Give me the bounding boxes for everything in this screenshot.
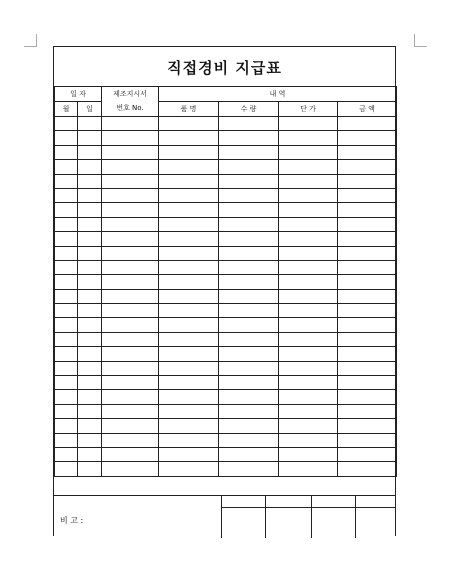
amount-cell[interactable] <box>338 160 397 174</box>
unit-price-cell[interactable] <box>279 203 338 217</box>
expense-form-sheet <box>53 46 396 536</box>
day-header: 일 <box>78 102 102 117</box>
table-row <box>55 131 397 145</box>
day-cell[interactable] <box>78 289 102 303</box>
unit-price-cell[interactable] <box>279 217 338 231</box>
amount-cell[interactable] <box>338 447 397 461</box>
table-row <box>55 390 397 404</box>
month-cell[interactable] <box>55 131 78 145</box>
day-cell[interactable] <box>78 203 102 217</box>
amount-cell[interactable] <box>338 318 397 332</box>
unit-price-cell[interactable] <box>279 131 338 145</box>
header-row-1 <box>55 87 397 102</box>
amount-cell[interactable] <box>338 174 397 188</box>
quantity-cell[interactable] <box>219 275 279 289</box>
unit-price-cell[interactable] <box>279 462 338 476</box>
order-number-cell[interactable] <box>102 376 159 390</box>
item-name-cell[interactable] <box>159 203 219 217</box>
order-number-cell[interactable] <box>102 174 159 188</box>
quantity-cell[interactable] <box>219 160 279 174</box>
form-title: 직접경비 지급표 <box>167 59 282 77</box>
month-cell[interactable] <box>55 160 78 174</box>
day-cell[interactable] <box>78 318 102 332</box>
month-cell[interactable] <box>55 260 78 274</box>
item-name-cell[interactable] <box>159 246 219 260</box>
unit-price-cell[interactable] <box>279 289 338 303</box>
unit-price-cell[interactable] <box>279 275 338 289</box>
item-name-cell[interactable] <box>159 174 219 188</box>
item-name-cell[interactable] <box>159 260 219 274</box>
item-name-cell[interactable] <box>159 145 219 159</box>
item-name-cell[interactable] <box>159 188 219 202</box>
month-cell[interactable] <box>55 246 78 260</box>
quantity-cell[interactable] <box>219 304 279 318</box>
order-number-cell[interactable] <box>102 188 159 202</box>
order-number-cell[interactable] <box>102 404 159 418</box>
remarks-label: 비 고 : <box>60 516 84 525</box>
order-number-cell[interactable] <box>102 361 159 375</box>
signature-divider <box>311 496 312 538</box>
amount-cell[interactable] <box>338 131 397 145</box>
table-row <box>55 232 397 246</box>
month-cell[interactable] <box>55 188 78 202</box>
table-row <box>55 361 397 375</box>
order-number-cell[interactable] <box>102 275 159 289</box>
item-name-cell[interactable] <box>159 462 219 476</box>
order-number-cell[interactable] <box>102 203 159 217</box>
unit-price-cell[interactable] <box>279 404 338 418</box>
amount-cell[interactable] <box>338 217 397 231</box>
quantity-cell[interactable] <box>219 260 279 274</box>
detail-group-header: 내 역 <box>159 87 397 102</box>
order-number-cell[interactable] <box>102 131 159 145</box>
table-row <box>55 447 397 461</box>
order-number-cell[interactable] <box>102 145 159 159</box>
signature-boxes <box>221 496 396 538</box>
table-row <box>55 289 397 303</box>
amount-cell[interactable] <box>338 332 397 346</box>
day-cell[interactable] <box>78 304 102 318</box>
table-row <box>55 275 397 289</box>
unit-price-cell[interactable] <box>279 390 338 404</box>
day-cell[interactable] <box>78 332 102 346</box>
quantity-cell[interactable] <box>219 361 279 375</box>
table-row <box>55 117 397 131</box>
amount-cell[interactable] <box>338 304 397 318</box>
item-name-cell[interactable] <box>159 232 219 246</box>
signature-divider <box>355 496 356 538</box>
order-number-cell[interactable] <box>102 332 159 346</box>
month-cell[interactable] <box>55 275 78 289</box>
month-cell[interactable] <box>55 318 78 332</box>
order-number-cell[interactable] <box>102 304 159 318</box>
unit-price-cell[interactable] <box>279 361 338 375</box>
month-cell[interactable] <box>55 347 78 361</box>
header-row-2 <box>55 102 397 117</box>
order-number-header-top: 제조지시서 <box>102 87 159 102</box>
month-cell[interactable] <box>55 304 78 318</box>
quantity-cell[interactable] <box>219 174 279 188</box>
order-number-cell[interactable] <box>102 462 159 476</box>
quantity-cell[interactable] <box>219 332 279 346</box>
item-name-cell[interactable] <box>159 275 219 289</box>
item-name-cell[interactable] <box>159 318 219 332</box>
table-row <box>55 332 397 346</box>
unit-price-cell[interactable] <box>279 447 338 461</box>
table-row <box>55 433 397 447</box>
quantity-cell[interactable] <box>219 232 279 246</box>
order-number-cell[interactable] <box>102 217 159 231</box>
table-row <box>55 404 397 418</box>
order-number-cell[interactable] <box>102 433 159 447</box>
date-group-header: 일 자 <box>55 87 102 102</box>
table-row <box>55 462 397 476</box>
day-cell[interactable] <box>78 217 102 231</box>
order-number-cell[interactable] <box>102 160 159 174</box>
day-cell[interactable] <box>78 361 102 375</box>
quantity-cell[interactable] <box>219 462 279 476</box>
item-name-cell[interactable] <box>159 376 219 390</box>
day-cell[interactable] <box>78 188 102 202</box>
unit-price-cell[interactable] <box>279 304 338 318</box>
expense-table <box>54 86 397 477</box>
month-cell[interactable] <box>55 232 78 246</box>
quantity-cell[interactable] <box>219 376 279 390</box>
quantity-cell[interactable] <box>219 347 279 361</box>
table-row <box>55 160 397 174</box>
quantity-cell[interactable] <box>219 145 279 159</box>
order-number-header-bottom: 번호 No. <box>102 102 159 117</box>
item-name-cell[interactable] <box>159 390 219 404</box>
quantity-cell[interactable] <box>219 217 279 231</box>
table-row <box>55 318 397 332</box>
order-number-cell[interactable] <box>102 419 159 433</box>
month-header: 월 <box>55 102 78 117</box>
amount-cell[interactable] <box>338 347 397 361</box>
unit-price-cell[interactable] <box>279 188 338 202</box>
month-cell[interactable] <box>55 376 78 390</box>
item-name-cell[interactable] <box>159 117 219 131</box>
quantity-header: 수 량 <box>219 102 279 117</box>
order-number-cell[interactable] <box>102 117 159 131</box>
quantity-cell[interactable] <box>219 390 279 404</box>
quantity-cell[interactable] <box>219 117 279 131</box>
unit-price-cell[interactable] <box>279 433 338 447</box>
month-cell[interactable] <box>55 145 78 159</box>
amount-cell[interactable] <box>338 289 397 303</box>
order-number-cell[interactable] <box>102 447 159 461</box>
day-cell[interactable] <box>78 433 102 447</box>
unit-price-cell[interactable] <box>279 246 338 260</box>
amount-cell[interactable] <box>338 462 397 476</box>
day-cell[interactable] <box>78 390 102 404</box>
table-row <box>55 304 397 318</box>
table-row <box>55 260 397 274</box>
amount-cell[interactable] <box>338 390 397 404</box>
crop-mark-top-right <box>414 34 427 47</box>
item-name-cell[interactable] <box>159 433 219 447</box>
quantity-cell[interactable] <box>219 203 279 217</box>
unit-price-cell[interactable] <box>279 117 338 131</box>
amount-cell[interactable] <box>338 117 397 131</box>
order-number-cell[interactable] <box>102 289 159 303</box>
order-number-cell[interactable] <box>102 390 159 404</box>
quantity-cell[interactable] <box>219 131 279 145</box>
table-row <box>55 376 397 390</box>
day-cell[interactable] <box>78 160 102 174</box>
amount-cell[interactable] <box>338 232 397 246</box>
month-cell[interactable] <box>55 433 78 447</box>
table-row <box>55 419 397 433</box>
item-name-cell[interactable] <box>159 304 219 318</box>
item-name-cell[interactable] <box>159 289 219 303</box>
day-cell[interactable] <box>78 145 102 159</box>
amount-cell[interactable] <box>338 376 397 390</box>
month-cell[interactable] <box>55 289 78 303</box>
item-name-cell[interactable] <box>159 447 219 461</box>
month-cell[interactable] <box>55 462 78 476</box>
day-cell[interactable] <box>78 117 102 131</box>
item-name-cell[interactable] <box>159 347 219 361</box>
item-name-cell[interactable] <box>159 361 219 375</box>
table-row <box>55 203 397 217</box>
quantity-cell[interactable] <box>219 404 279 418</box>
amount-cell[interactable] <box>338 433 397 447</box>
table-row <box>55 347 397 361</box>
order-number-cell[interactable] <box>102 260 159 274</box>
item-name-cell[interactable] <box>159 160 219 174</box>
table-row <box>55 145 397 159</box>
month-cell[interactable] <box>55 217 78 231</box>
unit-price-cell[interactable] <box>279 145 338 159</box>
quantity-cell[interactable] <box>219 289 279 303</box>
unit-price-cell[interactable] <box>279 332 338 346</box>
item-name-cell[interactable] <box>159 332 219 346</box>
amount-cell[interactable] <box>338 404 397 418</box>
day-cell[interactable] <box>78 347 102 361</box>
month-cell[interactable] <box>55 117 78 131</box>
day-cell[interactable] <box>78 419 102 433</box>
month-cell[interactable] <box>55 174 78 188</box>
amount-cell[interactable] <box>338 260 397 274</box>
table-row <box>55 174 397 188</box>
amount-header: 금 액 <box>338 102 397 117</box>
day-cell[interactable] <box>78 376 102 390</box>
quantity-cell[interactable] <box>219 447 279 461</box>
unit-price-cell[interactable] <box>279 318 338 332</box>
month-cell[interactable] <box>55 419 78 433</box>
signature-divider <box>265 496 266 538</box>
table-row <box>55 246 397 260</box>
unit-price-cell[interactable] <box>279 260 338 274</box>
quantity-cell[interactable] <box>219 246 279 260</box>
amount-cell[interactable] <box>338 275 397 289</box>
unit-price-cell[interactable] <box>279 376 338 390</box>
month-cell[interactable] <box>55 390 78 404</box>
order-number-cell[interactable] <box>102 318 159 332</box>
amount-cell[interactable] <box>338 145 397 159</box>
table-row <box>55 217 397 231</box>
amount-cell[interactable] <box>338 188 397 202</box>
day-cell[interactable] <box>78 260 102 274</box>
item-name-header: 품 명 <box>159 102 219 117</box>
month-cell[interactable] <box>55 447 78 461</box>
order-number-cell[interactable] <box>102 232 159 246</box>
day-cell[interactable] <box>78 246 102 260</box>
unit-price-cell[interactable] <box>279 174 338 188</box>
day-cell[interactable] <box>78 447 102 461</box>
day-cell[interactable] <box>78 462 102 476</box>
signature-divider <box>221 496 222 538</box>
quantity-cell[interactable] <box>219 318 279 332</box>
amount-cell[interactable] <box>338 361 397 375</box>
month-cell[interactable] <box>55 332 78 346</box>
unit-price-cell[interactable] <box>279 160 338 174</box>
crop-mark-top-left <box>24 34 37 47</box>
amount-cell[interactable] <box>338 203 397 217</box>
day-cell[interactable] <box>78 275 102 289</box>
order-number-cell[interactable] <box>102 246 159 260</box>
quantity-cell[interactable] <box>219 188 279 202</box>
day-cell[interactable] <box>78 404 102 418</box>
remarks-section <box>54 495 396 538</box>
day-cell[interactable] <box>78 232 102 246</box>
unit-price-header: 단 가 <box>279 102 338 117</box>
month-cell[interactable] <box>55 404 78 418</box>
signature-title-line <box>221 507 396 508</box>
item-name-cell[interactable] <box>159 131 219 145</box>
month-cell[interactable] <box>55 361 78 375</box>
order-number-cell[interactable] <box>102 347 159 361</box>
unit-price-cell[interactable] <box>279 347 338 361</box>
quantity-cell[interactable] <box>219 433 279 447</box>
table-row <box>55 188 397 202</box>
day-cell[interactable] <box>78 131 102 145</box>
amount-cell[interactable] <box>338 246 397 260</box>
unit-price-cell[interactable] <box>279 419 338 433</box>
item-name-cell[interactable] <box>159 404 219 418</box>
month-cell[interactable] <box>55 203 78 217</box>
item-name-cell[interactable] <box>159 419 219 433</box>
item-name-cell[interactable] <box>159 217 219 231</box>
quantity-cell[interactable] <box>219 419 279 433</box>
day-cell[interactable] <box>78 174 102 188</box>
amount-cell[interactable] <box>338 419 397 433</box>
unit-price-cell[interactable] <box>279 232 338 246</box>
